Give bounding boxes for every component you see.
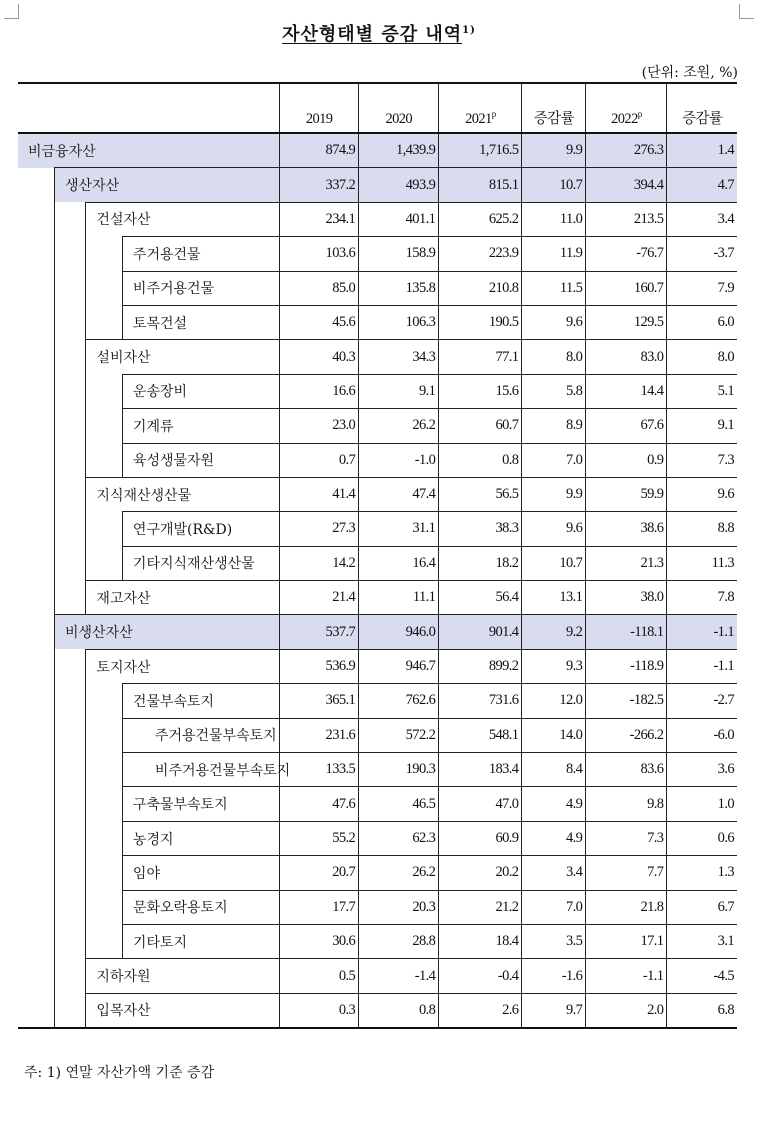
- indent-cell: [55, 924, 86, 958]
- row-label: 입목자산: [86, 993, 280, 1028]
- value-cell: 3.4: [667, 202, 737, 236]
- indent-cell: [86, 409, 123, 443]
- value-cell: 946.7: [359, 649, 439, 683]
- value-cell: 56.4: [439, 581, 522, 615]
- value-cell: 8.0: [522, 340, 586, 374]
- indent-cell: [18, 856, 55, 890]
- header-2021: 2021$^p$: [439, 83, 522, 133]
- indent-cell: [86, 684, 123, 718]
- value-cell: 20.2: [439, 856, 522, 890]
- value-cell: 762.6: [359, 684, 439, 718]
- row-label: 문화오락용토지: [122, 890, 279, 924]
- indent-cell: [86, 443, 123, 477]
- value-cell: 0.8: [359, 993, 439, 1028]
- footnote: 주: 1) 연말 자산가액 기준 증감: [24, 1065, 215, 1081]
- header-2020: 2020: [359, 83, 439, 133]
- indent-cell: [55, 271, 86, 305]
- value-cell: 731.6: [439, 684, 522, 718]
- value-cell: 47.0: [439, 787, 522, 821]
- indent-cell: [55, 959, 86, 993]
- row-label: 운송장비: [122, 374, 279, 408]
- value-cell: 6.0: [667, 305, 737, 339]
- title-text: 자산형태별 증감 내역: [282, 24, 463, 45]
- indent-cell: [18, 959, 55, 993]
- indent-cell: [18, 615, 55, 649]
- value-cell: 17.7: [280, 890, 359, 924]
- value-cell: 183.4: [439, 753, 522, 787]
- table-row: [18, 821, 737, 855]
- corner-mark-left: [4, 4, 19, 19]
- indent-cell: [18, 993, 55, 1028]
- indent-cell: [55, 890, 86, 924]
- indent-cell: [18, 649, 55, 683]
- value-cell: 15.6: [439, 374, 522, 408]
- value-cell: 536.9: [280, 649, 359, 683]
- value-cell: 31.1: [359, 512, 439, 546]
- value-cell: 9.2: [522, 615, 586, 649]
- value-cell: 9.8: [586, 787, 667, 821]
- value-cell: 365.1: [280, 684, 359, 718]
- value-cell: 394.4: [586, 168, 667, 202]
- value-cell: -1.1: [667, 649, 737, 683]
- value-cell: 133.5: [280, 753, 359, 787]
- value-cell: 60.7: [439, 409, 522, 443]
- value-cell: 9.3: [522, 649, 586, 683]
- value-cell: 13.1: [522, 581, 586, 615]
- row-label: 기계류: [122, 409, 279, 443]
- indent-cell: [18, 787, 55, 821]
- indent-cell: [55, 718, 86, 752]
- value-cell: 5.8: [522, 374, 586, 408]
- value-cell: 38.0: [586, 581, 667, 615]
- table-row: [18, 649, 737, 683]
- indent-cell: [18, 821, 55, 855]
- indent-cell: [55, 477, 86, 511]
- value-cell: 9.6: [522, 305, 586, 339]
- value-cell: 38.3: [439, 512, 522, 546]
- value-cell: 9.6: [667, 477, 737, 511]
- value-cell: -4.5: [667, 959, 737, 993]
- value-cell: 0.8: [439, 443, 522, 477]
- table-row: [18, 546, 737, 580]
- value-cell: 0.9: [586, 443, 667, 477]
- value-cell: 26.2: [359, 409, 439, 443]
- value-cell: 9.9: [522, 133, 586, 168]
- asset-change-table: [18, 82, 737, 1029]
- value-cell: 276.3: [586, 133, 667, 168]
- value-cell: 59.9: [586, 477, 667, 511]
- indent-cell: [18, 168, 55, 202]
- value-cell: 9.1: [667, 409, 737, 443]
- value-cell: 899.2: [439, 649, 522, 683]
- value-cell: 16.4: [359, 546, 439, 580]
- value-cell: 7.8: [667, 581, 737, 615]
- row-label: 구축물부속토지: [122, 787, 279, 821]
- value-cell: 2.6: [439, 993, 522, 1028]
- indent-cell: [18, 374, 55, 408]
- value-cell: -76.7: [586, 237, 667, 271]
- indent-cell: [18, 546, 55, 580]
- value-cell: -1.4: [359, 959, 439, 993]
- value-cell: -182.5: [586, 684, 667, 718]
- value-cell: 83.6: [586, 753, 667, 787]
- table-row: [18, 615, 737, 649]
- title-footnote-mark: 1): [462, 25, 476, 36]
- indent-cell: [86, 374, 123, 408]
- value-cell: 6.7: [667, 890, 737, 924]
- value-cell: 85.0: [280, 271, 359, 305]
- page-title: [0, 20, 758, 46]
- value-cell: -6.0: [667, 718, 737, 752]
- indent-cell: [86, 924, 123, 958]
- value-cell: 106.3: [359, 305, 439, 339]
- value-cell: 190.3: [359, 753, 439, 787]
- table-row: [18, 890, 737, 924]
- value-cell: 231.6: [280, 718, 359, 752]
- value-cell: 190.5: [439, 305, 522, 339]
- indent-cell: [55, 546, 86, 580]
- value-cell: 874.9: [280, 133, 359, 168]
- value-cell: 4.9: [522, 821, 586, 855]
- value-cell: 23.0: [280, 409, 359, 443]
- table-row: [18, 133, 737, 168]
- indent-cell: [18, 890, 55, 924]
- value-cell: 10.7: [522, 168, 586, 202]
- value-cell: 83.0: [586, 340, 667, 374]
- value-cell: 103.6: [280, 237, 359, 271]
- row-label: 건설자산: [86, 202, 280, 236]
- indent-cell: [55, 374, 86, 408]
- value-cell: 11.1: [359, 581, 439, 615]
- value-cell: 0.3: [280, 993, 359, 1028]
- value-cell: 210.8: [439, 271, 522, 305]
- row-label: 비생산자산: [55, 615, 280, 649]
- indent-cell: [18, 924, 55, 958]
- value-cell: 14.4: [586, 374, 667, 408]
- value-cell: 8.0: [667, 340, 737, 374]
- row-label: 농경지: [122, 821, 279, 855]
- value-cell: 1,716.5: [439, 133, 522, 168]
- value-cell: 815.1: [439, 168, 522, 202]
- indent-cell: [86, 237, 123, 271]
- indent-cell: [55, 821, 86, 855]
- value-cell: 8.9: [522, 409, 586, 443]
- indent-cell: [18, 202, 55, 236]
- value-cell: 548.1: [439, 718, 522, 752]
- indent-cell: [18, 512, 55, 546]
- value-cell: 20.3: [359, 890, 439, 924]
- value-cell: 10.7: [522, 546, 586, 580]
- value-cell: 6.8: [667, 993, 737, 1028]
- value-cell: 572.2: [359, 718, 439, 752]
- indent-cell: [18, 753, 55, 787]
- value-cell: 62.3: [359, 821, 439, 855]
- corner-mark-right: [739, 4, 754, 19]
- value-cell: -2.7: [667, 684, 737, 718]
- value-cell: -266.2: [586, 718, 667, 752]
- header-2019: 2019: [280, 83, 359, 133]
- value-cell: 12.0: [522, 684, 586, 718]
- indent-cell: [18, 443, 55, 477]
- value-cell: 7.3: [667, 443, 737, 477]
- unit-label: (단위: 조원, %): [641, 65, 738, 81]
- table-row: [18, 340, 737, 374]
- value-cell: 14.2: [280, 546, 359, 580]
- value-cell: 537.7: [280, 615, 359, 649]
- value-cell: 40.3: [280, 340, 359, 374]
- header-change-2021: 증감률: [522, 83, 586, 133]
- row-label: 연구개발(R&D): [122, 512, 279, 546]
- value-cell: 60.9: [439, 821, 522, 855]
- value-cell: 11.5: [522, 271, 586, 305]
- value-cell: 1.4: [667, 133, 737, 168]
- value-cell: 158.9: [359, 237, 439, 271]
- row-label: 비금융자산: [18, 133, 280, 168]
- row-label: 육성생물자원: [122, 443, 279, 477]
- table-row: [18, 271, 737, 305]
- value-cell: 21.8: [586, 890, 667, 924]
- value-cell: 18.4: [439, 924, 522, 958]
- indent-cell: [55, 202, 86, 236]
- indent-cell: [55, 649, 86, 683]
- indent-cell: [55, 787, 86, 821]
- value-cell: 38.6: [586, 512, 667, 546]
- value-cell: 3.6: [667, 753, 737, 787]
- value-cell: -118.1: [586, 615, 667, 649]
- header-2022: 2022$^p$: [586, 83, 667, 133]
- row-label: 생산자산: [55, 168, 280, 202]
- value-cell: 30.6: [280, 924, 359, 958]
- value-cell: 18.2: [439, 546, 522, 580]
- table-row: [18, 168, 737, 202]
- indent-cell: [55, 856, 86, 890]
- value-cell: 5.1: [667, 374, 737, 408]
- value-cell: 0.6: [667, 821, 737, 855]
- value-cell: 0.5: [280, 959, 359, 993]
- value-cell: -1.6: [522, 959, 586, 993]
- value-cell: 213.5: [586, 202, 667, 236]
- row-label: 토목건설: [122, 305, 279, 339]
- indent-cell: [18, 581, 55, 615]
- indent-cell: [86, 546, 123, 580]
- table-row: [18, 374, 737, 408]
- value-cell: 7.3: [586, 821, 667, 855]
- row-label: 주거용건물부속토지: [122, 718, 279, 752]
- value-cell: 21.4: [280, 581, 359, 615]
- value-cell: 901.4: [439, 615, 522, 649]
- value-cell: 46.5: [359, 787, 439, 821]
- value-cell: 223.9: [439, 237, 522, 271]
- row-label: 설비자산: [86, 340, 280, 374]
- table-row: [18, 787, 737, 821]
- value-cell: -3.7: [667, 237, 737, 271]
- indent-cell: [55, 993, 86, 1028]
- row-label: 기타지식재산생산물: [122, 546, 279, 580]
- value-cell: 135.8: [359, 271, 439, 305]
- indent-cell: [18, 305, 55, 339]
- indent-cell: [55, 305, 86, 339]
- indent-cell: [55, 409, 86, 443]
- indent-cell: [55, 512, 86, 546]
- row-label: 비주거용건물: [122, 271, 279, 305]
- value-cell: 625.2: [439, 202, 522, 236]
- table-row: [18, 237, 737, 271]
- table-row: [18, 718, 737, 752]
- value-cell: 20.7: [280, 856, 359, 890]
- indent-cell: [86, 718, 123, 752]
- value-cell: 11.3: [667, 546, 737, 580]
- indent-cell: [86, 753, 123, 787]
- value-cell: 47.4: [359, 477, 439, 511]
- indent-cell: [86, 890, 123, 924]
- value-cell: 26.2: [359, 856, 439, 890]
- table-row: [18, 684, 737, 718]
- indent-cell: [18, 409, 55, 443]
- row-label: 지식재산생산물: [86, 477, 280, 511]
- header-blank: [18, 83, 280, 133]
- indent-cell: [18, 340, 55, 374]
- table-row: [18, 993, 737, 1028]
- value-cell: 1.3: [667, 856, 737, 890]
- value-cell: 9.6: [522, 512, 586, 546]
- indent-cell: [86, 821, 123, 855]
- value-cell: -1.0: [359, 443, 439, 477]
- value-cell: 401.1: [359, 202, 439, 236]
- table-row: [18, 305, 737, 339]
- value-cell: 9.1: [359, 374, 439, 408]
- value-cell: 77.1: [439, 340, 522, 374]
- indent-cell: [86, 305, 123, 339]
- value-cell: 14.0: [522, 718, 586, 752]
- header-change-2022: 증감률: [667, 83, 737, 133]
- row-label: 주거용건물: [122, 237, 279, 271]
- table-row: [18, 924, 737, 958]
- indent-cell: [18, 718, 55, 752]
- indent-cell: [55, 237, 86, 271]
- value-cell: 21.3: [586, 546, 667, 580]
- value-cell: 493.9: [359, 168, 439, 202]
- row-label: 토지자산: [86, 649, 280, 683]
- value-cell: 234.1: [280, 202, 359, 236]
- value-cell: 160.7: [586, 271, 667, 305]
- table-row: [18, 443, 737, 477]
- value-cell: 21.2: [439, 890, 522, 924]
- value-cell: 67.6: [586, 409, 667, 443]
- value-cell: 7.0: [522, 890, 586, 924]
- value-cell: 3.1: [667, 924, 737, 958]
- value-cell: 28.8: [359, 924, 439, 958]
- value-cell: 41.4: [280, 477, 359, 511]
- indent-cell: [18, 271, 55, 305]
- value-cell: 1.0: [667, 787, 737, 821]
- row-label: 지하자원: [86, 959, 280, 993]
- value-cell: 0.7: [280, 443, 359, 477]
- value-cell: 47.6: [280, 787, 359, 821]
- value-cell: 34.3: [359, 340, 439, 374]
- value-cell: 11.0: [522, 202, 586, 236]
- value-cell: 56.5: [439, 477, 522, 511]
- value-cell: -1.1: [586, 959, 667, 993]
- table-row: [18, 856, 737, 890]
- value-cell: 7.7: [586, 856, 667, 890]
- value-cell: 17.1: [586, 924, 667, 958]
- value-cell: 8.8: [667, 512, 737, 546]
- indent-cell: [55, 340, 86, 374]
- row-label: 임야: [122, 856, 279, 890]
- indent-cell: [86, 856, 123, 890]
- header-row: [18, 83, 737, 133]
- value-cell: 2.0: [586, 993, 667, 1028]
- value-cell: 3.4: [522, 856, 586, 890]
- indent-cell: [55, 753, 86, 787]
- value-cell: 7.9: [667, 271, 737, 305]
- table-row: [18, 581, 737, 615]
- row-label: 건물부속토지: [122, 684, 279, 718]
- value-cell: -118.9: [586, 649, 667, 683]
- table-row: [18, 409, 737, 443]
- value-cell: 4.9: [522, 787, 586, 821]
- value-cell: 27.3: [280, 512, 359, 546]
- row-label: 기타토지: [122, 924, 279, 958]
- value-cell: -0.4: [439, 959, 522, 993]
- value-cell: 11.9: [522, 237, 586, 271]
- value-cell: 9.7: [522, 993, 586, 1028]
- value-cell: 16.6: [280, 374, 359, 408]
- indent-cell: [55, 443, 86, 477]
- value-cell: 55.2: [280, 821, 359, 855]
- indent-cell: [86, 512, 123, 546]
- table-row: [18, 477, 737, 511]
- value-cell: 4.7: [667, 168, 737, 202]
- indent-cell: [18, 477, 55, 511]
- row-label: 재고자산: [86, 581, 280, 615]
- indent-cell: [18, 237, 55, 271]
- indent-cell: [55, 581, 86, 615]
- value-cell: 337.2: [280, 168, 359, 202]
- value-cell: 45.6: [280, 305, 359, 339]
- value-cell: 3.5: [522, 924, 586, 958]
- value-cell: 946.0: [359, 615, 439, 649]
- indent-cell: [86, 787, 123, 821]
- row-label: 비주거용건물부속토지: [122, 753, 279, 787]
- table-row: [18, 753, 737, 787]
- value-cell: 8.4: [522, 753, 586, 787]
- value-cell: 7.0: [522, 443, 586, 477]
- value-cell: -1.1: [667, 615, 737, 649]
- table-row: [18, 512, 737, 546]
- table-row: [18, 959, 737, 993]
- value-cell: 129.5: [586, 305, 667, 339]
- value-cell: 9.9: [522, 477, 586, 511]
- table-row: [18, 202, 737, 236]
- indent-cell: [18, 684, 55, 718]
- indent-cell: [55, 684, 86, 718]
- value-cell: 1,439.9: [359, 133, 439, 168]
- indent-cell: [86, 271, 123, 305]
